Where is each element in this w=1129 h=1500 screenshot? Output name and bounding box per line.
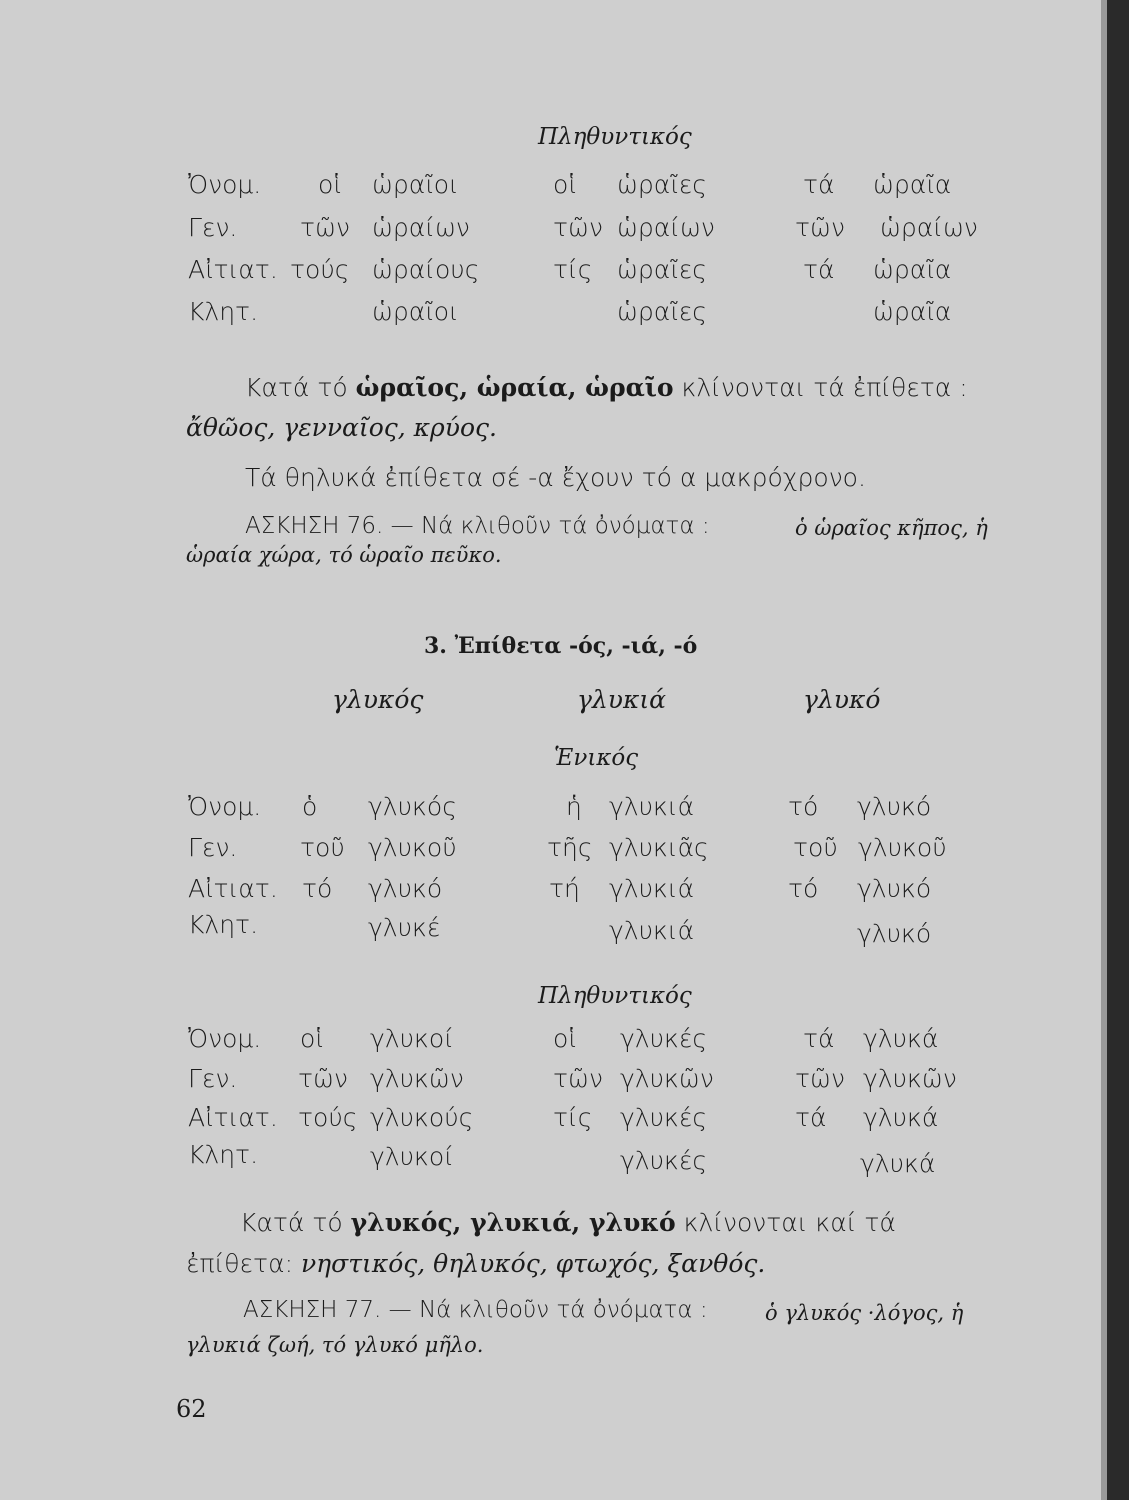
article: τῶν bbox=[298, 1064, 348, 1093]
feminine-form: ὡραῖες bbox=[617, 297, 707, 326]
masculine-form: ὡραίων bbox=[372, 213, 470, 242]
exercise-76-label: ΑΣΚΗΣΗ 76. — Νά κλιθοῦν τά ὀνόματα : bbox=[245, 513, 710, 539]
article: τούς bbox=[290, 255, 350, 284]
feminine-form: ὡραῖες bbox=[617, 170, 707, 199]
case-label: Ὀνομ. bbox=[188, 1024, 262, 1053]
article: ὁ bbox=[302, 792, 318, 821]
case-label: Ὀνομ. bbox=[188, 792, 262, 821]
masculine-form: γλυκός bbox=[368, 792, 457, 821]
neuter-form: ὡραῖα bbox=[873, 255, 952, 284]
exercise-76-items: ὁ ὡραῖος κῆπος, ἡ bbox=[795, 516, 988, 540]
article: τά bbox=[803, 255, 835, 284]
masculine-form: γλυκοί bbox=[370, 1024, 454, 1053]
article: τοῦ bbox=[793, 833, 838, 862]
case-label: Κλητ. bbox=[188, 297, 259, 326]
case-label: Αἰτιατ. bbox=[188, 1103, 278, 1132]
rule-text: κλίνονται καί τά bbox=[675, 1208, 896, 1237]
masculine-form: γλυκό bbox=[368, 874, 443, 903]
article: τά bbox=[803, 1024, 835, 1053]
neuter-form: γλυκῶν bbox=[863, 1064, 957, 1093]
article: οἱ bbox=[553, 170, 577, 199]
rule-example-bold: γλυκός, γλυκιά, γλυκό bbox=[350, 1208, 676, 1237]
rule-paragraph bbox=[245, 373, 968, 402]
article: τίς bbox=[553, 1103, 593, 1132]
section-title: 3. Ἐπίθετα -ός, -ιά, -ό bbox=[424, 633, 698, 659]
masculine-form: γλυκῶν bbox=[370, 1064, 464, 1093]
neuter-form: γλυκά bbox=[863, 1024, 939, 1053]
page-number: 62 bbox=[176, 1395, 207, 1423]
table2-heading: Ἑνικός bbox=[554, 745, 639, 771]
article: τή bbox=[549, 874, 580, 903]
feminine-form: γλυκές bbox=[620, 1024, 708, 1053]
article: τοῦ bbox=[300, 833, 345, 862]
form-masculine: γλυκός bbox=[332, 685, 424, 714]
rule-text: Κατά τό bbox=[245, 373, 356, 402]
rule-paragraph-2 bbox=[240, 1208, 896, 1237]
masculine-form: ὡραῖοι bbox=[372, 170, 459, 199]
neuter-form: γλυκοῦ bbox=[858, 833, 947, 862]
case-label: Κλητ. bbox=[188, 1140, 259, 1169]
masculine-form: ὡραῖοι bbox=[372, 297, 459, 326]
feminine-form: γλυκιά bbox=[609, 916, 695, 945]
book-edge bbox=[1107, 0, 1129, 1500]
feminine-form: γλυκές bbox=[620, 1146, 708, 1175]
neuter-form: ὡραῖα bbox=[873, 170, 952, 199]
neuter-form: ὡραίων bbox=[880, 213, 978, 242]
article: τῶν bbox=[300, 213, 350, 242]
rule-example-bold: ὡραῖος, ὡραία, ὡραῖο bbox=[355, 373, 674, 402]
article: οἱ bbox=[300, 1024, 324, 1053]
masculine-form: γλυκοί bbox=[370, 1142, 454, 1171]
article: τίς bbox=[553, 255, 593, 284]
feminine-form: γλυκῶν bbox=[620, 1064, 714, 1093]
case-label: Γεν. bbox=[188, 833, 238, 862]
feminine-form: ὡραίων bbox=[617, 213, 715, 242]
article: τά bbox=[795, 1103, 827, 1132]
table1-heading: Πληθυντικός bbox=[538, 124, 692, 150]
rule-note: Τά θηλυκά ἐπίθετα σέ -α ἔχουν τό α μακρόχρονο. bbox=[245, 463, 866, 492]
feminine-form: γλυκιά bbox=[609, 792, 695, 821]
exercise-77-items: ὁ γλυκός ·λόγος, ἡ bbox=[765, 1301, 964, 1325]
feminine-form: γλυκιά bbox=[609, 874, 695, 903]
article: τῶν bbox=[553, 1064, 603, 1093]
case-label: Αἰτιατ. bbox=[188, 874, 278, 903]
list-lead: ἐπίθετα: bbox=[186, 1249, 301, 1278]
neuter-form: γλυκό bbox=[857, 919, 932, 948]
case-label: Γεν. bbox=[188, 213, 238, 242]
feminine-form: γλυκές bbox=[620, 1103, 708, 1132]
masculine-form: γλυκέ bbox=[368, 913, 441, 942]
adjective-examples: νηστικός, θηλυκός, φτωχός, ξανθός. bbox=[300, 1249, 766, 1278]
neuter-form: ὡραῖα bbox=[873, 297, 952, 326]
case-label: Γεν. bbox=[188, 1064, 238, 1093]
masculine-form: ὡραίους bbox=[372, 255, 480, 284]
article: τά bbox=[803, 170, 835, 199]
exercise-77-items-cont: γλυκιά ζωή, τό γλυκό μῆλο. bbox=[186, 1333, 484, 1357]
neuter-form: γλυκό bbox=[857, 874, 932, 903]
article: τῶν bbox=[795, 213, 845, 242]
article: ἡ bbox=[566, 792, 582, 821]
article: τό bbox=[788, 874, 819, 903]
form-neuter: γλυκό bbox=[803, 685, 881, 714]
form-feminine: γλυκιά bbox=[577, 685, 667, 714]
case-label: Ὀνομ. bbox=[188, 170, 262, 199]
neuter-form: γλυκό bbox=[857, 792, 932, 821]
article: οἱ bbox=[318, 170, 342, 199]
table3-heading: Πληθυντικός bbox=[538, 983, 692, 1009]
rule-text: Κατά τό bbox=[240, 1208, 351, 1237]
article: τῶν bbox=[795, 1064, 845, 1093]
article: τῶν bbox=[553, 213, 603, 242]
feminine-form: ὡραῖες bbox=[617, 255, 707, 284]
exercise-76-items-cont: ὡραία χώρα, τό ὡραῖο πεῦκο. bbox=[186, 543, 502, 567]
article: τῆς bbox=[547, 833, 593, 862]
exercise-77-label: ΑΣΚΗΣΗ 77. — Νά κλιθοῦν τά ὀνόματα : bbox=[243, 1297, 708, 1323]
masculine-form: γλυκούς bbox=[370, 1103, 474, 1132]
article: τό bbox=[788, 792, 819, 821]
rule-text: κλίνονται τά ἐπίθετα : bbox=[673, 373, 968, 402]
adjective-list-2 bbox=[186, 1249, 765, 1278]
article: τό bbox=[302, 874, 333, 903]
adjective-list: ἄθῶος, γενναῖος, κρύος. bbox=[186, 413, 497, 442]
neuter-form: γλυκά bbox=[863, 1103, 939, 1132]
article: τούς bbox=[298, 1103, 358, 1132]
case-label: Αἰτιατ. bbox=[188, 255, 278, 284]
article: οἱ bbox=[553, 1024, 577, 1053]
neuter-form: γλυκά bbox=[860, 1149, 936, 1178]
masculine-form: γλυκοῦ bbox=[368, 833, 457, 862]
case-label: Κλητ. bbox=[188, 910, 259, 939]
feminine-form: γλυκιᾶς bbox=[609, 833, 709, 862]
